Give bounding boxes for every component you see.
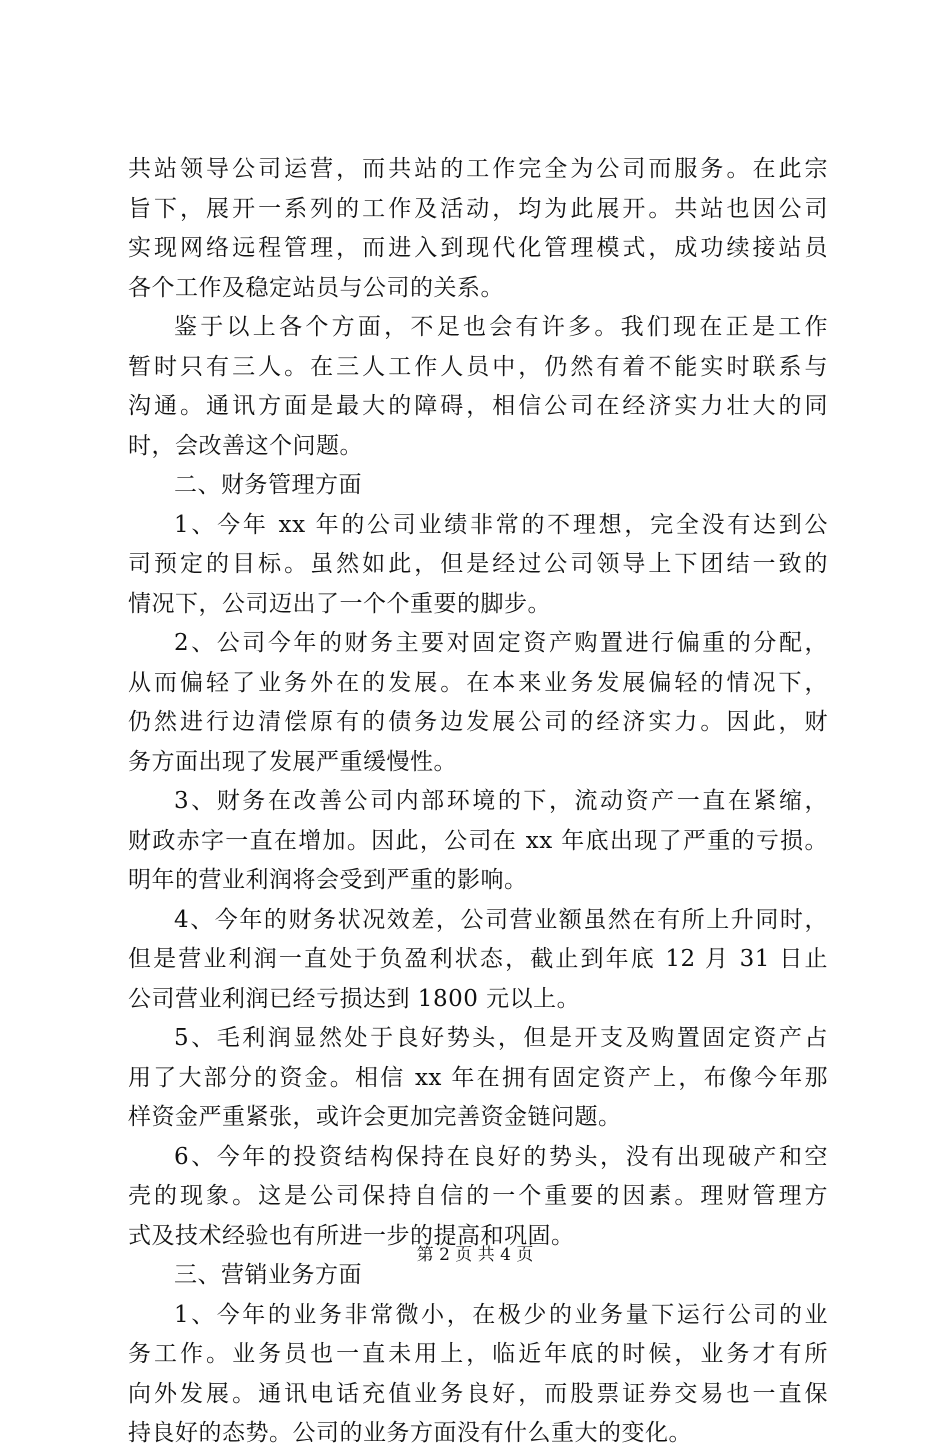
- text-line: 持良好的态势。公司的业务方面没有什么重大的变化。: [128, 1420, 692, 1446]
- text-line: 6、今年的投资结构保持在良好的势头，没有出现破产和空: [174, 1143, 828, 1170]
- text-line: 实现网络远程管理，而进入到现代化管理模式，成功续接站员: [128, 235, 828, 261]
- text-line: 共站领导公司运营，而共站的工作完全为公司而服务。在此宗: [128, 156, 828, 182]
- text-line: 1、今年 xx 年的公司业绩非常的不理想，完全没有达到公: [174, 511, 828, 538]
- text-line: 用了大部分的资金。相信 xx 年在拥有固定资产上，布像今年那: [128, 1064, 828, 1091]
- text-line: 公司营业利润已经亏损达到 1800 元以上。: [128, 985, 581, 1012]
- text-line: 从而偏轻了业务外在的发展。在本来业务发展偏轻的情况下，: [128, 669, 828, 696]
- text-line: 1、今年的业务非常微小，在极少的业务量下运行公司的业: [174, 1301, 828, 1328]
- text-line: 3、财务在改善公司内部环境的下，流动资产一直在紧缩，: [174, 788, 828, 814]
- text-line: 明年的营业利润将会受到严重的影响。: [128, 867, 528, 893]
- text-line: 时，会改善这个问题。: [128, 432, 363, 459]
- text-line: 暂时只有三人。在三人工作人员中，仍然有着不能实时联系与: [128, 353, 828, 380]
- text-line: 2、公司今年的财务主要对固定资产购置进行偏重的分配，: [174, 630, 828, 656]
- text-line: 4、今年的财务状况效差，公司营业额虽然在有所上升同时，: [174, 906, 828, 933]
- page-footer: 第 2 页 共 4 页: [416, 1245, 534, 1265]
- text-line: 鉴于以上各个方面，不足也会有许多。我们现在正是工作: [174, 314, 828, 340]
- text-line: 务工作。业务员也一直未用上，临近年底的时候，业务才有所: [128, 1341, 828, 1367]
- text-line: 但是营业利润一直处于负盈利状态，截止到年底 12 月 31 日止: [128, 946, 828, 972]
- text-line: 向外发展。通讯电话充值业务良好，而股票证券交易也一直保: [128, 1380, 828, 1407]
- text-line: 各个工作及稳定站员与公司的关系。: [128, 274, 504, 301]
- text-line: 三、营销业务方面: [174, 1262, 362, 1288]
- text-line: 司预定的目标。虽然如此，但是经过公司领导上下团结一致的: [128, 551, 828, 577]
- text-line: 务方面出现了发展严重缓慢性。: [128, 748, 457, 775]
- text-line: 5、毛利润显然处于良好势头，但是开支及购置固定资产占: [174, 1025, 828, 1051]
- text-line: 壳的现象。这是公司保持自信的一个重要的因素。理财管理方: [128, 1183, 828, 1209]
- text-line: 情况下，公司迈出了一个个重要的脚步。: [128, 590, 551, 617]
- text-line: 样资金严重紧张，或许会更加完善资金链问题。: [128, 1104, 622, 1130]
- text-line: 式及技术经验也有所进一步的提高和巩固。: [128, 1222, 575, 1249]
- text-line: 财政赤字一直在增加。因此，公司在 xx 年底出现了严重的亏损。: [128, 827, 828, 854]
- text-line: 二、财务管理方面: [174, 472, 362, 498]
- text-line: 旨下，展开一系列的工作及活动，均为此展开。共站也因公司: [128, 195, 828, 222]
- text-line: 沟通。通讯方面是最大的障碍，相信公司在经济实力壮大的同: [128, 393, 828, 419]
- text-line: 仍然进行边清偿原有的债务边发展公司的经济实力。因此，财: [128, 709, 828, 735]
